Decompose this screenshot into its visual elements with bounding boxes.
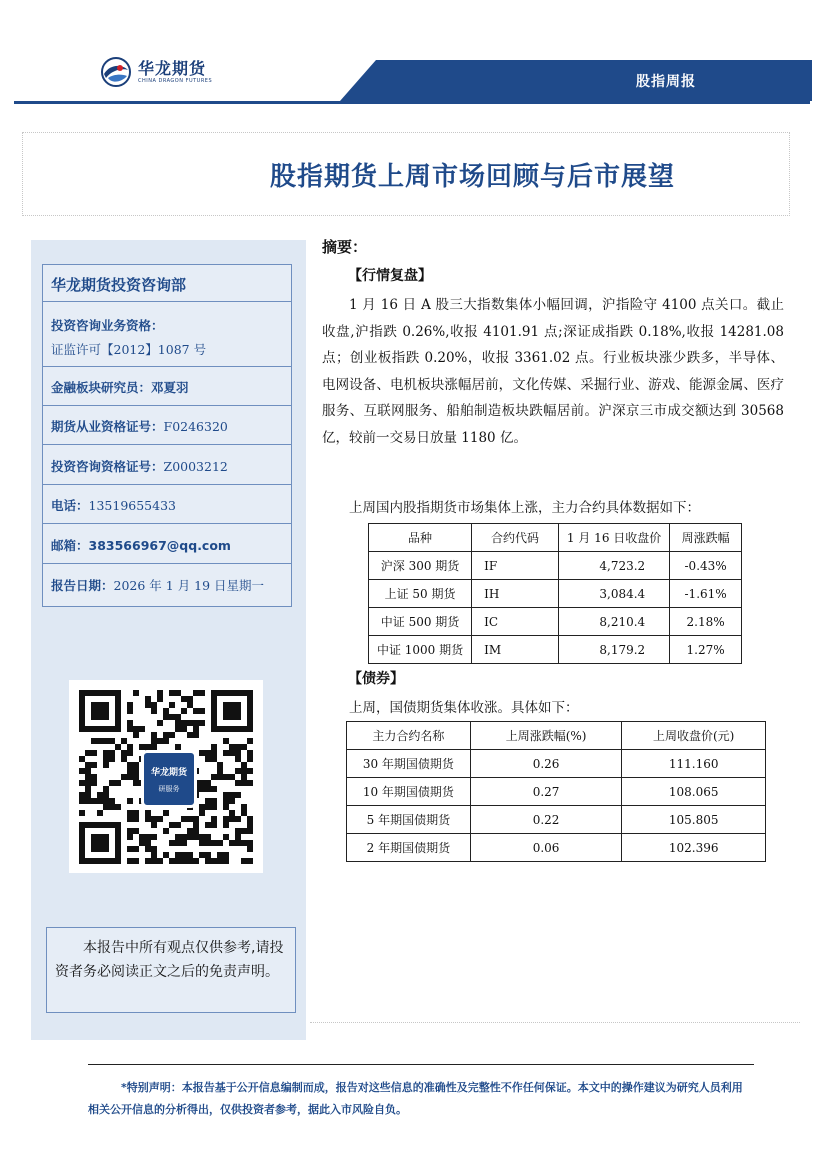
disclaimer-text: 本报告中所有观点仅供参考,请投资者务必阅读正文之后的免责声明。 <box>55 940 284 980</box>
info-row-futures-cert <box>43 406 291 445</box>
table-row <box>347 806 766 834</box>
summary-heading: 摘要： <box>322 238 368 256</box>
table-header-cell: 周涨跌幅 <box>670 524 742 552</box>
table-cell: -1.61% <box>670 580 742 608</box>
qualification-label: 投资咨询业务资格： <box>51 318 164 333</box>
index-futures-intro: 上周国内股指期货市场集体上涨，主力合约具体数据如下： <box>349 500 700 516</box>
bond-intro: 上周，国债期货集体收涨。具体如下： <box>349 700 579 716</box>
table-cell: IH <box>472 580 559 608</box>
bond-heading: 【债券】 <box>348 671 404 687</box>
table-row <box>347 834 766 862</box>
table-cell: 中证 1000 期货 <box>369 636 472 664</box>
table-cell: 5 年期国债期货 <box>347 806 471 834</box>
table-row <box>347 778 766 806</box>
header-divider <box>14 101 810 104</box>
table-header-cell: 1 月 16 日收盘价 <box>559 524 670 552</box>
disclaimer-box <box>46 927 296 1013</box>
table-cell: 0.26 <box>470 750 622 778</box>
phone-label: 电话： <box>51 498 89 513</box>
table-header-cell: 上周涨跌幅(%) <box>470 722 622 750</box>
qr-badge-subtext: 研服务 <box>158 785 180 793</box>
dragon-logo-icon <box>100 56 132 88</box>
table-header-cell: 合约代码 <box>472 524 559 552</box>
table-cell: 30 年期国债期货 <box>347 750 471 778</box>
researcher-label: 金融板块研究员：邓夏羽 <box>51 380 189 395</box>
dept-name: 华龙期货投资咨询部 <box>51 276 187 294</box>
table-cell: -0.43% <box>670 552 742 580</box>
table-cell: IM <box>472 636 559 664</box>
qr-code <box>69 680 263 873</box>
table-cell: 2 年期国债期货 <box>347 834 471 862</box>
table-row <box>369 636 742 664</box>
special-statement: *特别声明：本报告基于公开信息编制而成，报告对这些信息的准确性及完整性不作任何保证。本文中的操作建议为研究人员利用相关公开信息的分析得出，仅供投资者参考，据此入市风险自负。 <box>88 1081 743 1116</box>
table-cell: 0.22 <box>470 806 622 834</box>
table-cell: 10 年期国债期货 <box>347 778 471 806</box>
report-type-label: 股指周报 <box>636 74 696 90</box>
email-value[interactable]: 383566967@qq.com <box>88 538 231 553</box>
date-label: 报告日期： <box>51 578 114 593</box>
consult-cert-value: Z0003212 <box>163 459 228 474</box>
market-review-paragraph: 1 月 16 日 A 股三大指数集体小幅回调，沪指险守 4100 点关口。截止收盘,沪指跌 0.26%,收报 4101.91 点;深证成指跌 0.18%,收报 14281.08 点；创业板指跌 0.20%，收报 3361.02 点。行业板块涨少跌多，半导体、电网设备、电机板块涨幅居前，文化传媒、采掘行业、游戏、能源金属、医疗服务、互联网服务、船舶制造板块跌幅居前。沪深京三市成交额达到 30568 亿，较前一交易日放量 1180 亿。 <box>322 297 784 446</box>
table-cell: 8,210.4 <box>559 608 670 636</box>
table-cell: IF <box>472 552 559 580</box>
futures-cert-label: 期货从业资格证号： <box>51 419 164 434</box>
table-header-cell: 上周收盘价(元) <box>622 722 766 750</box>
table-row <box>369 608 742 636</box>
analyst-info-box <box>42 264 292 607</box>
phone-value: 13519655433 <box>88 498 176 513</box>
email-label: 邮箱： <box>51 538 89 553</box>
table-cell: 3,084.4 <box>559 580 670 608</box>
logo-text: 华龙期货 <box>138 59 207 78</box>
table-cell: 8,179.2 <box>559 636 670 664</box>
info-row-qualification <box>43 302 291 367</box>
table-cell: 沪深 300 期货 <box>369 552 472 580</box>
table-cell: IC <box>472 608 559 636</box>
table-row <box>347 750 766 778</box>
table-row <box>369 580 742 608</box>
table-cell: 111.160 <box>622 750 766 778</box>
index-futures-table <box>368 523 742 664</box>
company-logo <box>100 54 250 94</box>
table-cell: 上证 50 期货 <box>369 580 472 608</box>
info-row-date <box>43 564 291 606</box>
table-cell: 4,723.2 <box>559 552 670 580</box>
table-row <box>369 552 742 580</box>
qr-center-badge <box>141 750 197 808</box>
qualification-value: 证监许可【2012】1087 号 <box>51 342 207 357</box>
table-cell: 中证 500 期货 <box>369 608 472 636</box>
report-title: 股指期货上周市场回顾与后市展望 <box>270 162 676 192</box>
info-row-consult-cert <box>43 445 291 485</box>
content-divider <box>310 1022 800 1023</box>
table-header-cell: 品种 <box>369 524 472 552</box>
footer-divider <box>88 1064 754 1065</box>
logo-subtext: CHINA DRAGON FUTURES <box>138 78 213 84</box>
table-cell: 105.805 <box>622 806 766 834</box>
info-row-researcher <box>43 367 291 406</box>
table-cell: 0.06 <box>470 834 622 862</box>
table-cell: 1.27% <box>670 636 742 664</box>
table-header-cell: 主力合约名称 <box>347 722 471 750</box>
bond-futures-table <box>346 721 766 862</box>
qr-badge-text: 华龙期货 <box>150 768 187 778</box>
header-tab-shape <box>340 60 812 101</box>
futures-cert-value: F0246320 <box>163 419 228 434</box>
consult-cert-label: 投资咨询资格证号： <box>51 459 164 474</box>
table-header-row <box>347 722 766 750</box>
table-header-row <box>369 524 742 552</box>
info-row-phone <box>43 485 291 524</box>
date-value: 2026 年 1 月 19 日星期一 <box>113 578 265 593</box>
market-review-heading: 【行情复盘】 <box>348 268 432 284</box>
info-row-dept <box>43 265 291 302</box>
table-cell: 0.27 <box>470 778 622 806</box>
table-cell: 2.18% <box>670 608 742 636</box>
table-cell: 102.396 <box>622 834 766 862</box>
table-cell: 108.065 <box>622 778 766 806</box>
info-row-email <box>43 524 291 564</box>
